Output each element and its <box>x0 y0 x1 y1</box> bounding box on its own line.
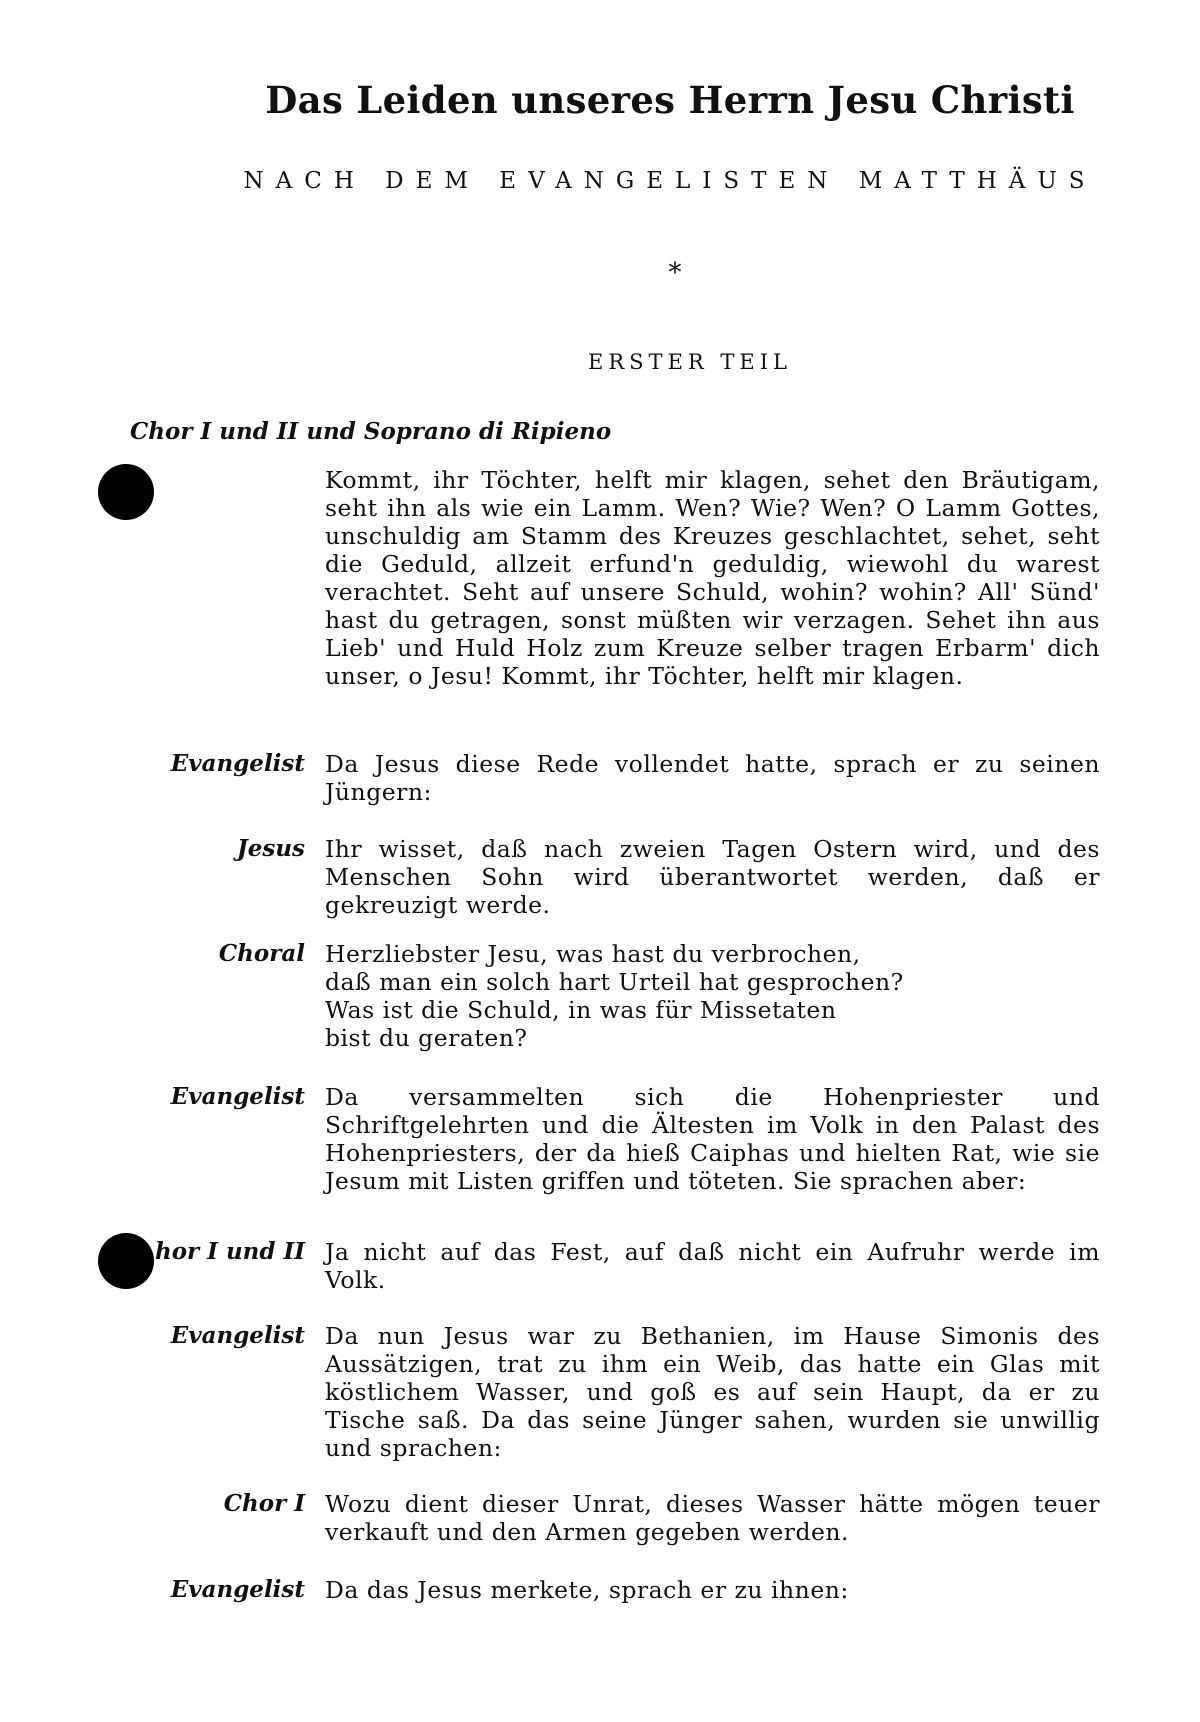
speaker-label: Chor I <box>223 1490 305 1517</box>
speaker-label: Choral <box>218 940 305 967</box>
speaker-label: Evangelist <box>170 750 305 777</box>
speaker-label: Evangelist <box>170 1083 305 1110</box>
page-title: Das Leiden unseres Herrn Jesu Christi <box>265 78 1075 122</box>
verse-line: Was ist die Schuld, in was für Missetaten <box>325 996 837 1024</box>
asterisk-ornament: * <box>668 258 682 288</box>
speaker-label: Jesus <box>236 835 305 862</box>
entry-text: Kommt, ihr Töchter, helft mir klagen, sehet den Bräutigam, seht ihn als wie ein Lamm. Wen? Wie? Wen? O Lamm Gottes, unschuldig am Stamm des Kreuzes geschlachtet, sehet, seht die Geduld, allzeit erfund'n geduldig, wiewohl du warest verachtet. Seht auf unsere Schuld, wohin? wohin? All' Sünd' hast du getragen, sonst müßten wir verzagen. Sehet ihn aus Lieb' und Huld Holz zum Kreuze selber tragen Erbarm' dich unser, o Jesu! Kommt, ihr Töchter, helft mir klagen. <box>325 466 1100 690</box>
entry-text: Da versammelten sich die Hohenpriester und Schriftgelehrten und die Ältesten im Volk in den Palast des Hohenpriesters, der da hieß Caiphas und hielten Rat, wie sie Jesum mit Listen griffen und töteten. Sie sprachen aber: <box>325 1083 1100 1195</box>
entry-text: Wozu dient dieser Unrat, dieses Wasser hätte mögen teuer verkauft und den Armen gegeben werden. <box>325 1490 1100 1546</box>
entry-text: Da Jesus diese Rede vollendet hatte, sprach er zu seinen Jüngern: <box>325 750 1100 806</box>
part-heading: ERSTER TEIL <box>588 350 792 374</box>
entry-text: Da das Jesus merkete, sprach er zu ihnen: <box>325 1576 849 1604</box>
speaker-label: Evangelist <box>170 1322 305 1349</box>
verse-line: bist du geraten? <box>325 1024 528 1052</box>
section-heading: Chor I und II und Soprano di Ripieno <box>130 418 612 445</box>
verse-line: daß man ein solch hart Urteil hat gesprochen? <box>325 968 904 996</box>
entry-text: Da nun Jesus war zu Bethanien, im Hause Simonis des Aussätzigen, trat zu ihm ein Weib, das hatte ein Glas mit köstlichem Wasser, und goß es auf sein Haupt, da er zu Tische saß. Da das seine Jünger sahen, wurden sie unwillig und sprachen: <box>325 1322 1100 1462</box>
choral-verse <box>325 940 1100 1052</box>
page-subtitle: NACH DEM EVANGELISTEN MATTHÄUS <box>243 168 1097 194</box>
verse-line: Herzliebster Jesu, was hast du verbrochen, <box>325 940 861 968</box>
punch-hole-mark <box>98 1233 154 1289</box>
entry-text: Ja nicht auf das Fest, auf daß nicht ein Aufruhr werde im Volk. <box>325 1238 1100 1294</box>
speaker-label: hor I und II <box>154 1238 305 1265</box>
punch-hole-mark <box>98 464 154 520</box>
entry-text: Ihr wisset, daß nach zweien Tagen Ostern wird, und des Menschen Sohn wird überantwortet werden, daß er gekreuzigt werde. <box>325 835 1100 919</box>
speaker-label: Evangelist <box>170 1576 305 1603</box>
